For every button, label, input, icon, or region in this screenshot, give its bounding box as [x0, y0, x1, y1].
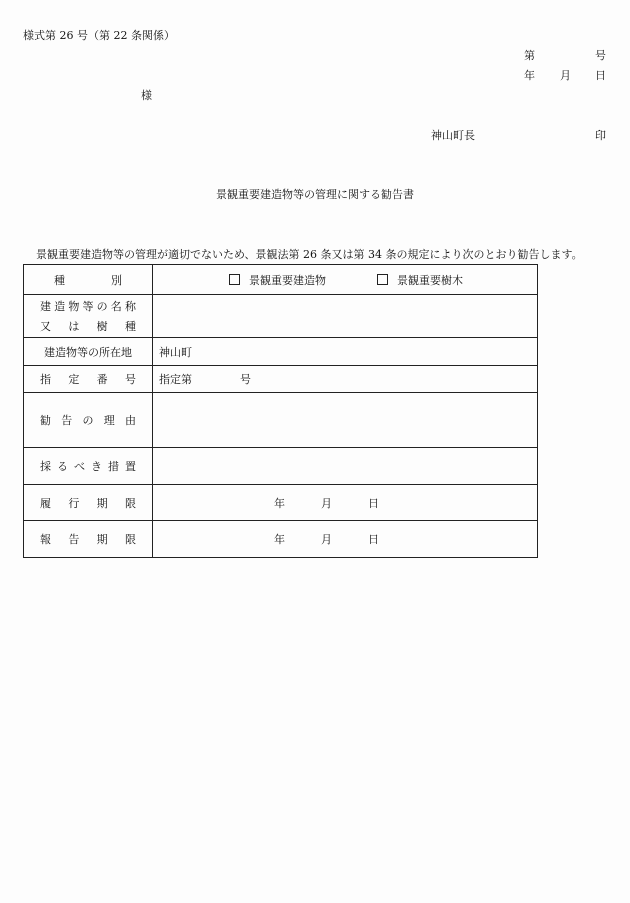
- document-title: 景観重要建造物等の管理に関する勧告書: [216, 188, 414, 201]
- date-month: 月: [560, 69, 571, 82]
- location-value[interactable]: 神山町: [153, 338, 538, 366]
- form-number: 様式第 26 号（第 22 条関係）: [23, 29, 175, 42]
- type-value: [153, 265, 538, 295]
- type-label: 種 別: [24, 265, 153, 295]
- row-measures: [24, 448, 538, 485]
- measures-value[interactable]: [153, 448, 538, 485]
- reason-label: 勧 告 の 理 由: [24, 393, 153, 448]
- row-reason: [24, 393, 538, 448]
- performance-label: 履 行 期 限: [24, 485, 153, 521]
- checkbox-tree[interactable]: [377, 274, 388, 285]
- body-text: 景観重要建造物等の管理が適切でないため、景観法第 26 条又は第 34 条の規定により次のとおり勧告します。: [36, 248, 583, 261]
- issuer: 神山町長: [431, 129, 475, 142]
- designation-prefix: 指定第: [159, 373, 192, 386]
- seal-mark: 印: [595, 129, 606, 142]
- doc-number-prefix: 第: [524, 49, 535, 62]
- recommendation-table: [23, 264, 538, 558]
- row-report-deadline: [24, 521, 538, 558]
- row-performance-deadline: [24, 485, 538, 521]
- location-label: 建造物等の所在地: [24, 338, 153, 366]
- addressee-suffix: 様: [141, 89, 152, 102]
- name-value[interactable]: [153, 295, 538, 338]
- designation-suffix: 号: [240, 373, 251, 386]
- report-label: 報 告 期 限: [24, 521, 153, 558]
- date-day: 日: [595, 69, 606, 82]
- doc-number-suffix: 号: [595, 49, 606, 62]
- option-building: 景観重要建造物: [249, 273, 326, 287]
- designation-label: 指 定 番 号: [24, 366, 153, 393]
- date-year: 年: [524, 69, 535, 82]
- row-type: [24, 265, 538, 295]
- designation-value[interactable]: [153, 366, 538, 393]
- option-tree: 景観重要樹木: [397, 273, 463, 287]
- reason-value[interactable]: [153, 393, 538, 448]
- row-location: [24, 338, 538, 366]
- performance-date[interactable]: 年 月 日: [153, 485, 538, 521]
- row-name: [24, 295, 538, 338]
- report-date[interactable]: 年 月 日: [153, 521, 538, 558]
- row-designation: [24, 366, 538, 393]
- name-label: 建 造 物 等 の 名 称 又 は 樹 種: [24, 295, 153, 338]
- checkbox-building[interactable]: [229, 274, 240, 285]
- measures-label: 採 る べ き 措 置: [24, 448, 153, 485]
